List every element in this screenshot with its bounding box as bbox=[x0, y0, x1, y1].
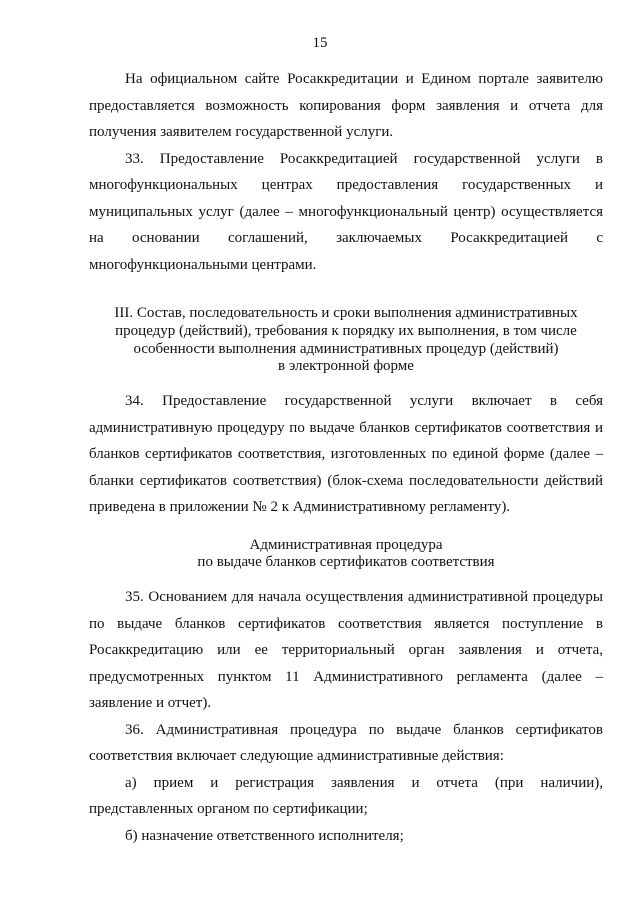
subheading-line: по выдаче бланков сертификатов соответствия bbox=[197, 554, 495, 571]
subheading-line: Административная процедура bbox=[249, 536, 443, 553]
page-number: 15 bbox=[312, 35, 328, 51]
subheading-procedure bbox=[89, 537, 603, 573]
list-item-a: а) прием и регистрация заявления и отчета (при наличии), представленных органом по сертификации; bbox=[89, 774, 603, 818]
document-body bbox=[89, 66, 603, 849]
section-heading-line: III. Состав, последовательность и сроки выполнения административных bbox=[114, 305, 578, 321]
section-heading-iii bbox=[89, 305, 603, 376]
paragraph-portal-copying: На официальном сайте Росаккредитации и Едином портале заявителю предоставляется возможность копирования форм заявления и отчета для получения заявителем государственной услуги. bbox=[89, 71, 603, 140]
paragraph-34: 34. Предоставление государственной услуги включает в себя административную процедуру по выдаче бланков сертификатов соответствия и бланков сертификатов соответствия, изготовленных по единой форме (далее – бланки сертификатов соответствия) (блок-схема последовательности действий приведена в приложении № 2 к Административному регламенту). bbox=[89, 393, 603, 516]
paragraph-35: 35. Основанием для начала осуществления административной процедуры по выдаче бланков сертификатов соответствия является поступление в Росаккредитацию или ее территориальный орган заявления и отчета, предусмотренных пунктом 11 Административного регламента (далее – заявление и отчет). bbox=[89, 589, 603, 712]
section-heading-line: в электронной форме bbox=[278, 358, 414, 375]
paragraph-33: 33. Предоставление Росаккредитацией государственной услуги в многофункциональных центрах предоставления государственных и муниципальных услуг (далее – многофункциональный центр) осуществляется на основании соглашений, заключаемых Росаккредитацией с многофункциональными центрами. bbox=[89, 150, 603, 273]
section-heading-line: процедур (действий), требования к порядку их выполнения, в том числе bbox=[115, 322, 577, 339]
paragraph-36: 36. Административная процедура по выдаче бланков сертификатов соответствия включает следующие административные действия: bbox=[89, 721, 603, 765]
section-heading-line: особенности выполнения административных процедур (действий) bbox=[133, 340, 559, 357]
list-item-b: б) назначение ответственного исполнителя; bbox=[125, 827, 404, 844]
